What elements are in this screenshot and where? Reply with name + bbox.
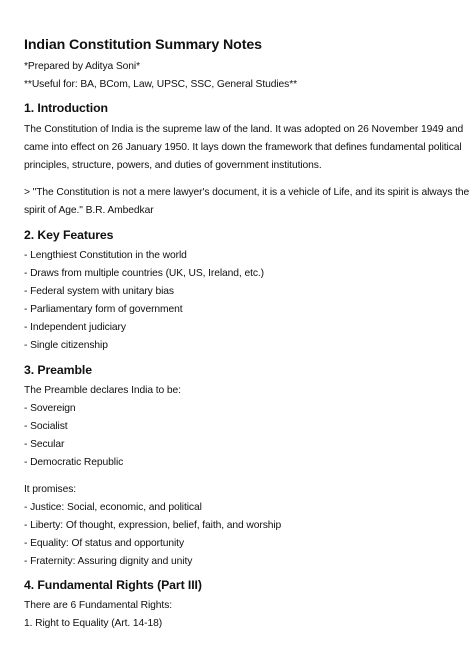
list-item: - Parliamentary form of government [24, 304, 183, 315]
list-item: - Draws from multiple countries (UK, US, Ireland, etc.) [24, 268, 264, 279]
intro-paragraph-line: principles, structure, powers, and duties of government institutions. [24, 160, 322, 171]
fundamental-rights-intro: There are 6 Fundamental Rights: [24, 600, 173, 611]
list-item: - Fraternity: Assuring dignity and unity [24, 556, 193, 567]
list-item: - Sovereign [24, 403, 76, 414]
section-heading-preamble: 3. Preamble [24, 363, 92, 377]
ambedkar-quote-line: > "The Constitution is not a mere lawyer's document, it is a vehicle of Life, and its spirit is always the [24, 187, 470, 198]
list-item: - Single citizenship [24, 340, 108, 351]
list-item: - Democratic Republic [24, 457, 124, 468]
intro-paragraph-line: came into effect on 26 January 1950. It lays down the framework that defines fundamental political [24, 142, 462, 153]
list-item: - Lengthiest Constitution in the world [24, 250, 187, 261]
list-item: - Federal system with unitary bias [24, 286, 174, 297]
section-heading-key-features: 2. Key Features [24, 228, 114, 242]
preamble-intro: The Preamble declares India to be: [24, 385, 181, 396]
list-item: 1. Right to Equality (Art. 14-18) [24, 618, 163, 629]
list-item: - Secular [24, 439, 65, 450]
document-title: Indian Constitution Summary Notes [24, 37, 262, 53]
promises-intro: It promises: [24, 484, 77, 495]
list-item: - Independent judiciary [24, 322, 126, 333]
intro-paragraph-line: The Constitution of India is the supreme law of the land. It was adopted on 26 November 1949 and [24, 124, 464, 135]
list-item: - Liberty: Of thought, expression, belief, faith, and worship [24, 520, 282, 531]
useful-for-line: **Useful for: BA, BCom, Law, UPSC, SSC, General Studies** [24, 79, 298, 90]
list-item: - Equality: Of status and opportunity [24, 538, 184, 549]
section-heading-fundamental-rights: 4. Fundamental Rights (Part III) [24, 578, 202, 592]
section-heading-introduction: 1. Introduction [24, 101, 108, 115]
prepared-by-line: *Prepared by Aditya Soni* [24, 61, 140, 72]
ambedkar-quote-line: spirit of Age." B.R. Ambedkar [24, 205, 154, 216]
list-item: - Justice: Social, economic, and political [24, 502, 202, 513]
list-item: - Socialist [24, 421, 68, 432]
